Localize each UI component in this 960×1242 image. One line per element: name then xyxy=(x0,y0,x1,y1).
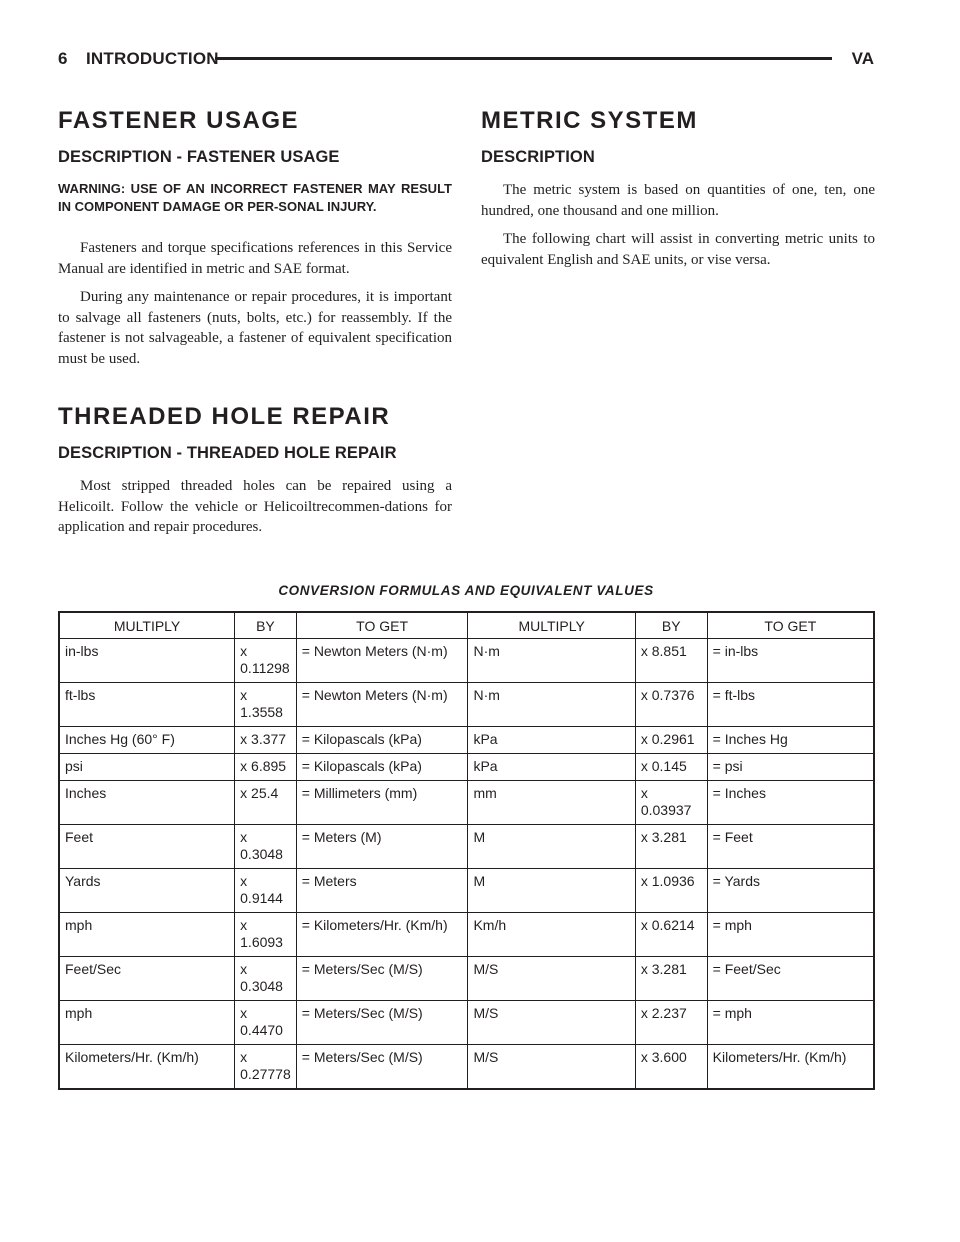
left-column xyxy=(58,105,452,546)
table-cell: x 0.27778 xyxy=(235,1045,297,1090)
table-cell: = Feet/Sec xyxy=(707,957,874,1001)
table-cell: Km/h xyxy=(468,913,635,957)
table-cell: = Millimeters (mm) xyxy=(296,781,468,825)
table-cell: = Inches xyxy=(707,781,874,825)
table-cell: = ft-lbs xyxy=(707,683,874,727)
table-row xyxy=(59,913,874,957)
page-header xyxy=(58,48,874,70)
fastener-paragraph-1: Fasteners and torque specifications references in this Service Manual are identified in metric and SAE format. xyxy=(58,240,452,277)
table-cell: x 2.237 xyxy=(635,1001,707,1045)
threaded-hole-subtitle: DESCRIPTION - THREADED HOLE REPAIR xyxy=(58,444,397,462)
table-cell: x 6.895 xyxy=(235,754,297,781)
table-row xyxy=(59,727,874,754)
table-cell: Kilometers/Hr. (Km/h) xyxy=(59,1045,235,1090)
table-cell: Feet/Sec xyxy=(59,957,235,1001)
table-header-row xyxy=(59,612,874,639)
table-cell: = Feet xyxy=(707,825,874,869)
right-column xyxy=(481,105,875,278)
table-cell: Inches xyxy=(59,781,235,825)
table-cell: = Meters/Sec (M/S) xyxy=(296,1001,468,1045)
table-cell: mm xyxy=(468,781,635,825)
header-by: BY xyxy=(235,612,297,639)
table-cell: M xyxy=(468,869,635,913)
header-to-get: TO GET xyxy=(707,612,874,639)
table-row xyxy=(59,957,874,1001)
table-cell: Feet xyxy=(59,825,235,869)
table-cell: x 0.7376 xyxy=(635,683,707,727)
table-cell: kPa xyxy=(468,754,635,781)
table-cell: = in-lbs xyxy=(707,639,874,683)
table-cell: = Newton Meters (N·m) xyxy=(296,639,468,683)
table-cell: psi xyxy=(59,754,235,781)
table-cell: Yards xyxy=(59,869,235,913)
section-title: INTRODUCTION xyxy=(86,49,219,68)
conversion-table-title: CONVERSION FORMULAS AND EQUIVALENT VALUES xyxy=(278,583,654,598)
table-cell: x 1.3558 xyxy=(235,683,297,727)
table-cell: = mph xyxy=(707,1001,874,1045)
table-row xyxy=(59,683,874,727)
table-cell: = Yards xyxy=(707,869,874,913)
table-cell: x 0.3048 xyxy=(235,957,297,1001)
table-cell: = mph xyxy=(707,913,874,957)
table-cell: = Meters (M) xyxy=(296,825,468,869)
table-cell: = Newton Meters (N·m) xyxy=(296,683,468,727)
table-cell: = Kilopascals (kPa) xyxy=(296,754,468,781)
table-cell: kPa xyxy=(468,727,635,754)
table-cell: x 8.851 xyxy=(635,639,707,683)
table-cell: x 0.2961 xyxy=(635,727,707,754)
table-cell: x 3.281 xyxy=(635,957,707,1001)
table-cell: x 25.4 xyxy=(235,781,297,825)
page-number: 6 xyxy=(58,49,68,68)
table-cell: x 3.281 xyxy=(635,825,707,869)
table-cell: x 0.3048 xyxy=(235,825,297,869)
table-cell: = Meters xyxy=(296,869,468,913)
table-cell: x 0.145 xyxy=(635,754,707,781)
table-cell: = Meters/Sec (M/S) xyxy=(296,1045,468,1090)
table-cell: = Inches Hg xyxy=(707,727,874,754)
header-to-get: TO GET xyxy=(296,612,468,639)
table-cell: x 0.6214 xyxy=(635,913,707,957)
metric-paragraph-2: The following chart will assist in converting metric units to equivalent English and SAE units, or vise versa. xyxy=(481,231,875,268)
table-cell: x 0.4470 xyxy=(235,1001,297,1045)
table-cell: x 3.600 xyxy=(635,1045,707,1090)
table-row xyxy=(59,1045,874,1090)
table-cell: x 0.9144 xyxy=(235,869,297,913)
table-cell: x 1.6093 xyxy=(235,913,297,957)
header-rule xyxy=(215,57,832,60)
fastener-usage-subtitle: DESCRIPTION - FASTENER USAGE xyxy=(58,148,340,166)
table-cell: ft-lbs xyxy=(59,683,235,727)
table-row xyxy=(59,754,874,781)
table-row xyxy=(59,1001,874,1045)
table-cell: = Kilometers/Hr. (Km/h) xyxy=(296,913,468,957)
header-multiply: MULTIPLY xyxy=(59,612,235,639)
threaded-hole-title: THREADED HOLE REPAIR xyxy=(58,403,391,430)
table-cell: M/S xyxy=(468,1001,635,1045)
warning-text: WARNING: USE OF AN INCORRECT FASTENER MAY RESULT IN COMPONENT DAMAGE OR PER-SONAL INJURY. xyxy=(58,181,452,214)
table-row xyxy=(59,869,874,913)
table-row xyxy=(59,825,874,869)
table-cell: x 0.03937 xyxy=(635,781,707,825)
table-cell: M xyxy=(468,825,635,869)
table-cell: Inches Hg (60° F) xyxy=(59,727,235,754)
conversion-table xyxy=(58,611,875,1090)
fastener-paragraph-2: During any maintenance or repair procedures, it is important to salvage all fasteners (nuts, bolts, etc.) for reassembly. If the fastener is not salvageable, a fastener of equivalent specification must be used. xyxy=(58,289,452,367)
table-cell: x 1.0936 xyxy=(635,869,707,913)
table-cell: = Meters/Sec (M/S) xyxy=(296,957,468,1001)
table-cell: mph xyxy=(59,913,235,957)
fastener-usage-title: FASTENER USAGE xyxy=(58,107,300,134)
header-by: BY xyxy=(635,612,707,639)
table-row xyxy=(59,639,874,683)
threaded-hole-paragraph: Most stripped threaded holes can be repaired using a Helicoilt. Follow the vehicle or Helicoiltrecommen-dations for application and repair procedures. xyxy=(58,478,452,535)
table-cell: M/S xyxy=(468,1045,635,1090)
table-cell: N·m xyxy=(468,639,635,683)
table-row xyxy=(59,781,874,825)
table-cell: = psi xyxy=(707,754,874,781)
table-cell: mph xyxy=(59,1001,235,1045)
table-cell: x 0.11298 xyxy=(235,639,297,683)
metric-system-title: METRIC SYSTEM xyxy=(481,107,698,134)
metric-system-subtitle: DESCRIPTION xyxy=(481,148,595,166)
model-code: VA xyxy=(851,49,874,68)
table-cell: M/S xyxy=(468,957,635,1001)
table-cell: in-lbs xyxy=(59,639,235,683)
table-cell: = Kilopascals (kPa) xyxy=(296,727,468,754)
table-cell: Kilometers/Hr. (Km/h) xyxy=(707,1045,874,1090)
header-multiply: MULTIPLY xyxy=(468,612,635,639)
table-cell: N·m xyxy=(468,683,635,727)
table-cell: x 3.377 xyxy=(235,727,297,754)
metric-paragraph-1: The metric system is based on quantities of one, ten, one hundred, one thousand and one million. xyxy=(481,182,875,219)
